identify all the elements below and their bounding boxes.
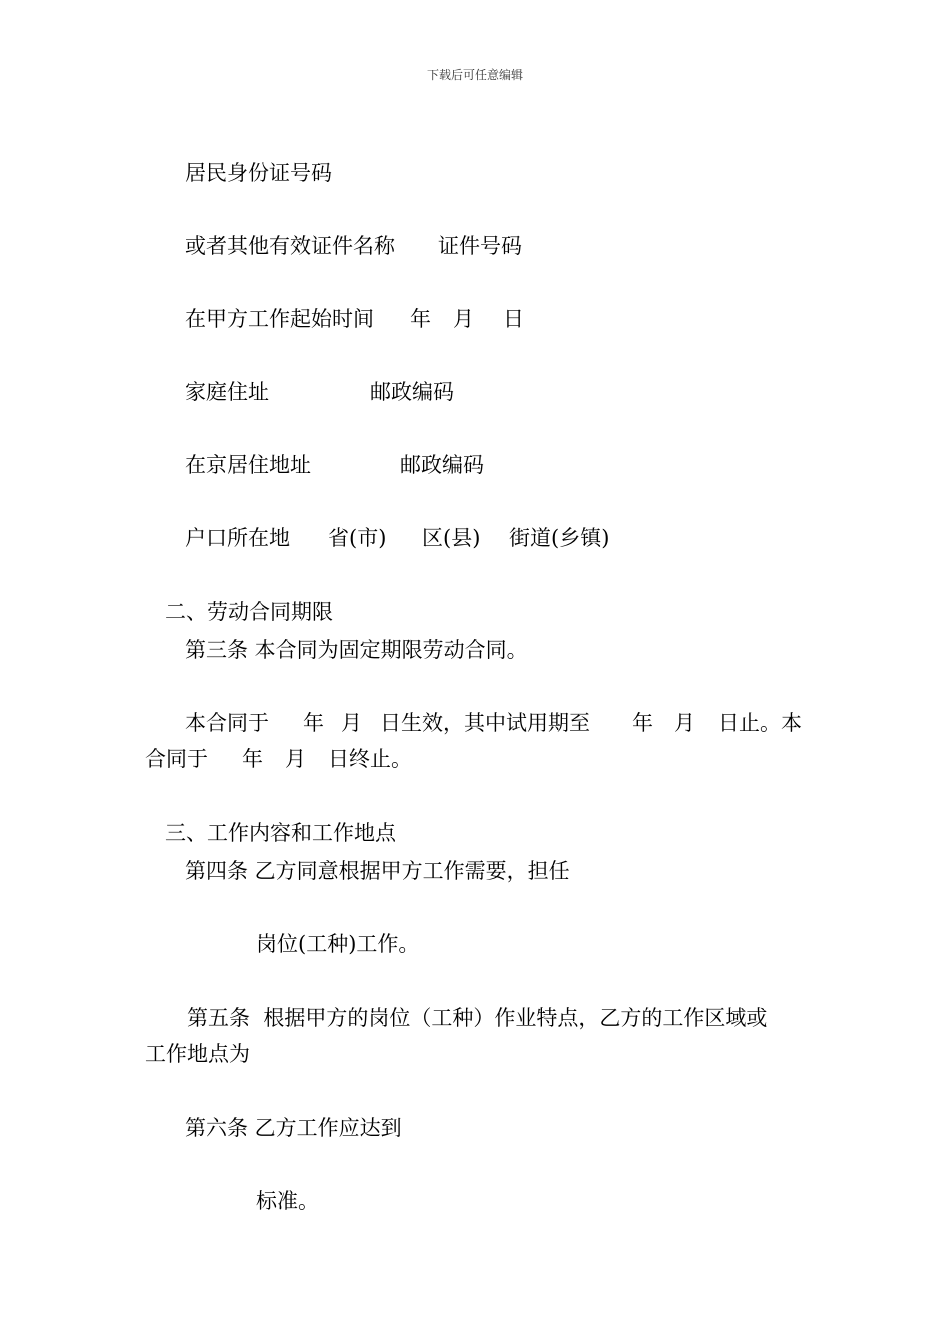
term-line1-year: 年 [303,711,324,735]
start-month-label: 月 [453,307,474,331]
term-line1-month2: 月 [674,711,695,735]
other-id-number-label: 证件号码 [438,234,522,258]
home-postcode-label: 邮政编码 [370,380,454,404]
start-day-label: 日 [503,307,524,331]
term-line1-a: 本合同于 [185,711,269,735]
section2-heading: 二、劳动合同期限 [165,600,333,624]
term-line2-year: 年 [242,747,263,771]
id-number-label: 居民身份证号码 [185,161,332,185]
article4-text: 第四条 乙方同意根据甲方工作需要，担任 [185,859,570,883]
beijing-postcode-label: 邮政编码 [400,453,484,477]
article6-post-text: 标准。 [256,1189,319,1213]
other-id-name-label: 或者其他有效证件名称 [185,234,395,258]
term-line2-month: 月 [285,747,306,771]
term-line1-g: 日止。本 [718,711,802,735]
term-line2-a: 合同于 [145,747,208,771]
start-year-label: 年 [410,307,431,331]
article5-line2: 工作地点为 [145,1042,250,1066]
term-line1-d: 日生效，其中试用期至 [380,711,590,735]
article4-post-text: 岗位(工种)工作。 [256,932,420,956]
term-line1-month: 月 [341,711,362,735]
start-time-label: 在甲方工作起始时间 [185,307,374,331]
section3-heading: 三、工作内容和工作地点 [165,821,396,845]
hukou-province-label: 省(市) [328,526,387,550]
beijing-address-label: 在京居住地址 [185,453,311,477]
article3-text: 第三条 本合同为固定期限劳动合同。 [185,638,528,662]
hukou-district-label: 区(县) [422,526,481,550]
article5-line1: 第五条 根据甲方的岗位（工种）作业特点，乙方的工作区域或 [187,1006,768,1030]
home-address-label: 家庭住址 [185,380,269,404]
article6-text: 第六条 乙方工作应达到 [185,1116,402,1140]
page-header-note: 下载后可任意编辑 [426,68,523,82]
term-line2-d: 日终止。 [328,747,412,771]
hukou-label: 户口所在地 [185,526,290,550]
hukou-street-label: 街道(乡镇) [509,526,610,550]
term-line1-year2: 年 [632,711,653,735]
